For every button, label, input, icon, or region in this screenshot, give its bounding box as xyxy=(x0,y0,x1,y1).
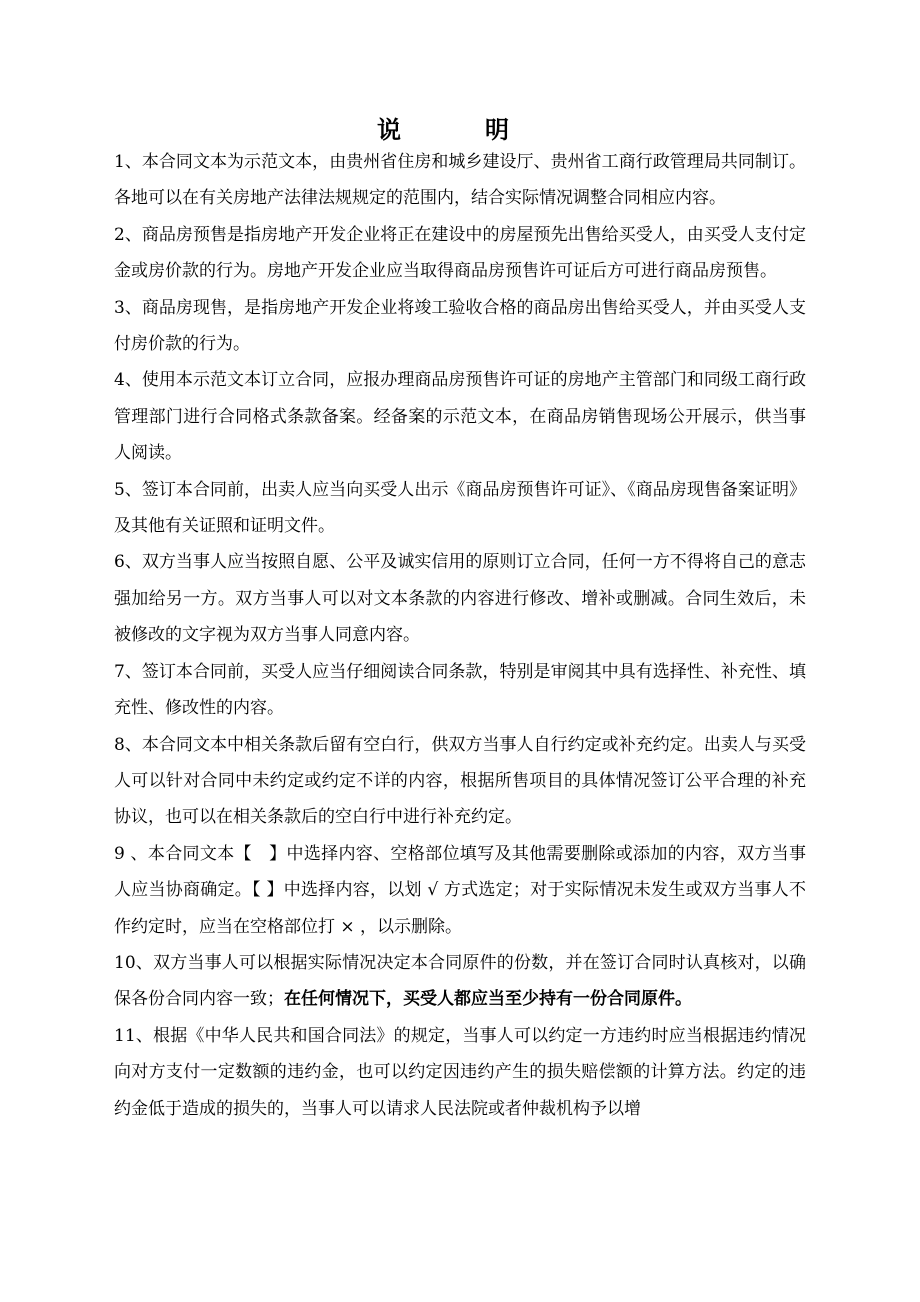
paragraph-7: 7、签订本合同前，买受人应当仔细阅读合同条款，特别是审阅其中具有选择性、补充性、填充性、修改性的内容。 xyxy=(114,661,806,719)
instructions-body xyxy=(114,144,806,1127)
paragraph-9: 9 、本合同文本【 】中选择内容、空格部位填写及其他需要删除或添加的内容，双方当事人应当协商确定。【 】中选择内容，以划 √ 方式选定；对于实际情况未发生或双方当事人不作约定时，应当在空格部位打 × ，以示删除。 xyxy=(114,843,806,937)
paragraph-10-bold: 在任何情况下，买受人都应当至少持有一份合同原件。 xyxy=(284,989,692,1010)
paragraph-10 xyxy=(114,945,806,1018)
paragraph-11: 11、根据《中华人民共和国合同法》的规定，当事人可以约定一方违约时应当根据违约情况向对方支付一定数额的违约金，也可以约定因违约产生的损失赔偿额的计算方法。约定的违约金低于造成的损失的，当事人可以请求人民法院或者仲裁机构予以增 xyxy=(114,1025,806,1119)
paragraph-3: 3、商品房现售，是指房地产开发企业将竣工验收合格的商品房出售给买受人，并由买受人支付房价款的行为。 xyxy=(114,297,806,355)
paragraph-6: 6、双方当事人应当按照自愿、公平及诚实信用的原则订立合同，任何一方不得将自己的意志强加给另一方。双方当事人可以对文本条款的内容进行修改、增补或删减。合同生效后，未被修改的文字视为双方当事人同意内容。 xyxy=(114,552,806,646)
paragraph-2: 2、商品房预售是指房地产开发企业将正在建设中的房屋预先出售给买受人，由买受人支付定金或房价款的行为。房地产开发企业应当取得商品房预售许可证后方可进行商品房预售。 xyxy=(114,224,806,282)
page-title: 说 明 xyxy=(377,116,539,144)
paragraph-4: 4、使用本示范文本订立合同，应报办理商品房预售许可证的房地产主管部门和同级工商行政管理部门进行合同格式条款备案。经备案的示范文本，在商品房销售现场公开展示，供当事人阅读。 xyxy=(114,370,806,464)
paragraph-1: 1、本合同文本为示范文本，由贵州省住房和城乡建设厅、贵州省工商行政管理局共同制订。各地可以在有关房地产法律法规规定的范围内，结合实际情况调整合同相应内容。 xyxy=(114,152,806,209)
paragraph-10-normal: 10、双方当事人可以根据实际情况决定本合同原件的份数，并在签订合同时认真核对，以确保各份合同内容一致； xyxy=(114,952,806,1010)
paragraph-5: 5、签订本合同前，出卖人应当向买受人出示《商品房预售许可证》、《商品房现售备案证明》及其他有关证照和证明文件。 xyxy=(114,479,806,537)
paragraph-8: 8、本合同文本中相关条款后留有空白行，供双方当事人自行约定或补充约定。出卖人与买受人可以针对合同中未约定或约定不详的内容，根据所售项目的具体情况签订公平合理的补充协议，也可以在相关条款后的空白行中进行补充约定。 xyxy=(114,734,806,828)
